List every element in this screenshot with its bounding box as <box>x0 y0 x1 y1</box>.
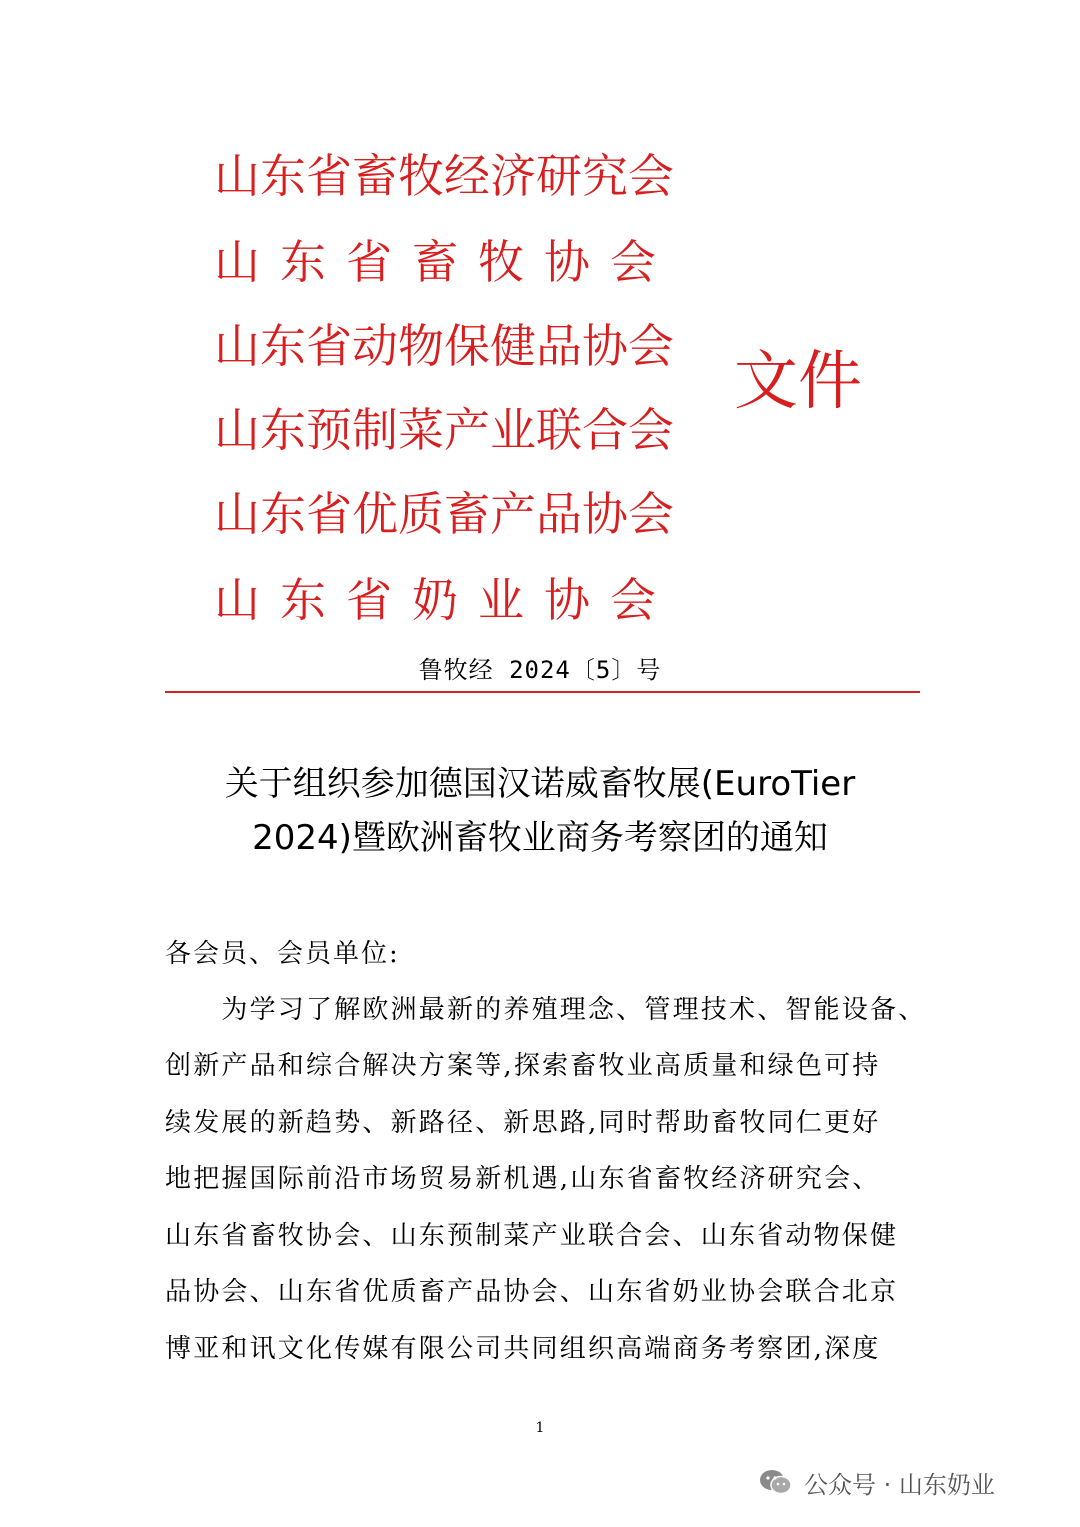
issuer-line: 山东省畜牧协会 <box>214 235 676 289</box>
body-line: 为学习了解欧洲最新的养殖理念、管理技术、智能设备、 <box>165 995 927 1025</box>
body-line: 博亚和讯文化传媒有限公司共同组织高端商务考察团,深度 <box>165 1334 881 1364</box>
body-line: 创新产品和综合解决方案等,探索畜牧业高质量和绿色可持 <box>165 1051 881 1081</box>
issuer-line: 山东省畜牧经济研究会 <box>214 149 674 203</box>
issuer-line: 山东预制菜产业联合会 <box>214 403 674 457</box>
body-line: 续发展的新趋势、新路径、新思路,同时帮助畜牧同仁更好 <box>165 1108 881 1138</box>
document-number: 鲁牧经 2024〔5〕号 <box>418 656 662 684</box>
document-type-label: 文件 <box>734 345 862 419</box>
issuer-line: 山东省奶业协会 <box>214 573 676 627</box>
issuer-line: 山东省动物保健品协会 <box>214 319 674 373</box>
body-line: 山东省畜牧协会、山东预制菜产业联合会、山东省动物保健 <box>165 1221 899 1251</box>
wechat-icon <box>758 1468 794 1496</box>
title-line: 2024)暨欧洲畜牧业商务考察团的通知 <box>252 818 828 858</box>
salutation: 各会员、会员单位: <box>165 939 400 969</box>
watermark <box>758 1462 995 1502</box>
red-divider <box>165 691 920 693</box>
watermark-text: 公众号 · 山东奶业 <box>804 1470 995 1499</box>
body-line: 地把握国际前沿市场贸易新机遇,山东省畜牧经济研究会、 <box>165 1164 881 1194</box>
title-line: 关于组织参加德国汉诺威畜牧展(EuroTier <box>224 764 856 804</box>
body-line: 品协会、山东省优质畜产品协会、山东省奶业协会联合北京 <box>165 1277 899 1307</box>
issuer-line: 山东省优质畜产品协会 <box>214 487 674 541</box>
page-number: 1 <box>535 1420 545 1436</box>
